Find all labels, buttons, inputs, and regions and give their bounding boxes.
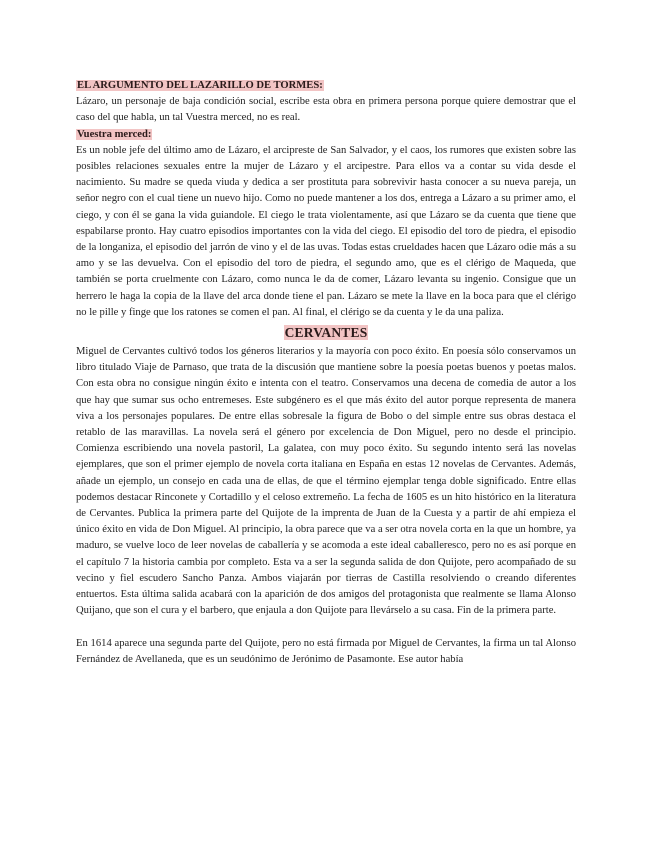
lazarillo-heading-row	[76, 78, 576, 94]
lazarillo-heading: EL ARGUMENTO DEL LAZARILLO DE TORMES:	[77, 80, 323, 91]
cervantes-heading-row	[76, 324, 576, 343]
vuestra-body-paragraph: Es un noble jefe del último amo de Lázaro, el arcipreste de San Salvador, y el caos, los rumores que existen sobre las posibles relaciones sexuales entre la mujer de Lázaro y el arcipestre. Para ellos va a contar su vida desde el nacimiento. Su madre se queda viuda y dedica a ser prostituta para sobrevivir hasta conocer a su nueva pareja, un señor negro con el cual tiene un nuevo hijo. Como no puede mantener a los dos, entrega a Lázaro a su primer amo, el ciego, y con él se gana la vida guiandole. El ciego le trata violentamente, así que Lázaro se da cuenta que tiene que espabilarse pronto. Hay cuatro episodios importantes con la vida del ciego. El episodio del toro de piedra, el episodio de la longaniza, el episodio del jarrón de vino y el de las uvas. Todas estas crueldades hacen que Lázaro odie más a su amo y se las devuelva. Con el episodio del toro de piedra, el segundo amo, que es el clérigo de Maqueda, que también se porta cruelmente con Lázaro, como nunca le da de comer, Lázaro levanta su ingenio. Consigue que un herrero le haga la copia de la llave del arca donde tiene el pan. Lázaro se mete la llave en la boca para que el clérigo no le pille y finge que los ratones se comen el pan. Al final, el clérigo se da cuenta y le da una paliza.	[76, 144, 576, 318]
document-page	[76, 78, 576, 668]
quijote-second-part-paragraph: En 1614 aparece una segunda parte del Quijote, pero no está firmada por Miguel de Cervantes, la firma un tal Alonso Fernández de Avellaneda, que es un seudónimo de Jerónimo de Pasamonte. Ese autor había	[76, 637, 576, 665]
lazarillo-intro-paragraph: Lázaro, un personaje de baja condición social, escribe esta obra en primera persona porque quiere demostrar que el caso del que habla, un tal Vuestra merced, no es real.	[76, 96, 576, 124]
cervantes-heading: CERVANTES	[284, 325, 368, 341]
vuestra-heading: Vuestra merced:	[77, 128, 152, 140]
vuestra-heading-row	[76, 127, 576, 143]
cervantes-body-paragraph: Miguel de Cervantes cultivó todos los géneros literarios y la mayoría con poco éxito. En poesía sólo conservamos un libro titulado Viaje de Parnaso, que trata de la discusión que mantiene sobre la poesía poetas buenos y poetas malos. Con esta obra no consigue ningún éxito e intenta con el teatro. Conservamos una decena de comedia de autor a los que hay que sumar sus ocho entremeses. Este subgénero es el que más éxito del autor porque representa de manera viva a los personajes populares. De entre ellas sobresale la figura de Bobo o del simple entre sus obras destaca el retablo de las maravillas. La novela será el género por excelencia de Don Miguel, pero no desde el principio. Comienza escribiendo una novela pastoril, La galatea, con muy poco éxito. Su segundo intento será las novelas ejemplares, que son el primer ejemplo de novela corta italiana en España en estas 12 novelas de Cervantes. Además, añade un ejemplo, un consejo en cada una de ellas, de que el término ejemplar tenga doble significado. Entre ellas podemos destacar Rinconete y Cortadillo y el celoso extremeño. La fecha de 1605 es un hito histórico en la literatura de Cervantes. Publica la primera parte del Quijote de la imprenta de Juan de la Cuesta y a partir de ahí empieza el único éxito en vida de Don Miguel. Al principio, la obra parece que va a ser otra novela corta en la que un hombre, ya maduro, se vuelve loco de leer novelas de caballería y se acomoda a este ideal caballeresco, pero no es así porque en el capítulo 7 la historia cambia por completo. Esta va a ser la segunda salida de don Quijote, pero acompañado de su vecino y fiel escudero Sancho Panza. Ambos viajarán por tierras de Castilla resolviendo o creando diferentes entuertos. Esta última salida acabará con la aparición de dos amigos del protagonista que realmente se llama Alonso Quijano, que son el cura y el barbero, que enjaula a don Quijote para llevárselo a su casa. Fin de la primera parte.	[76, 346, 576, 617]
paragraph-gap	[76, 620, 576, 636]
